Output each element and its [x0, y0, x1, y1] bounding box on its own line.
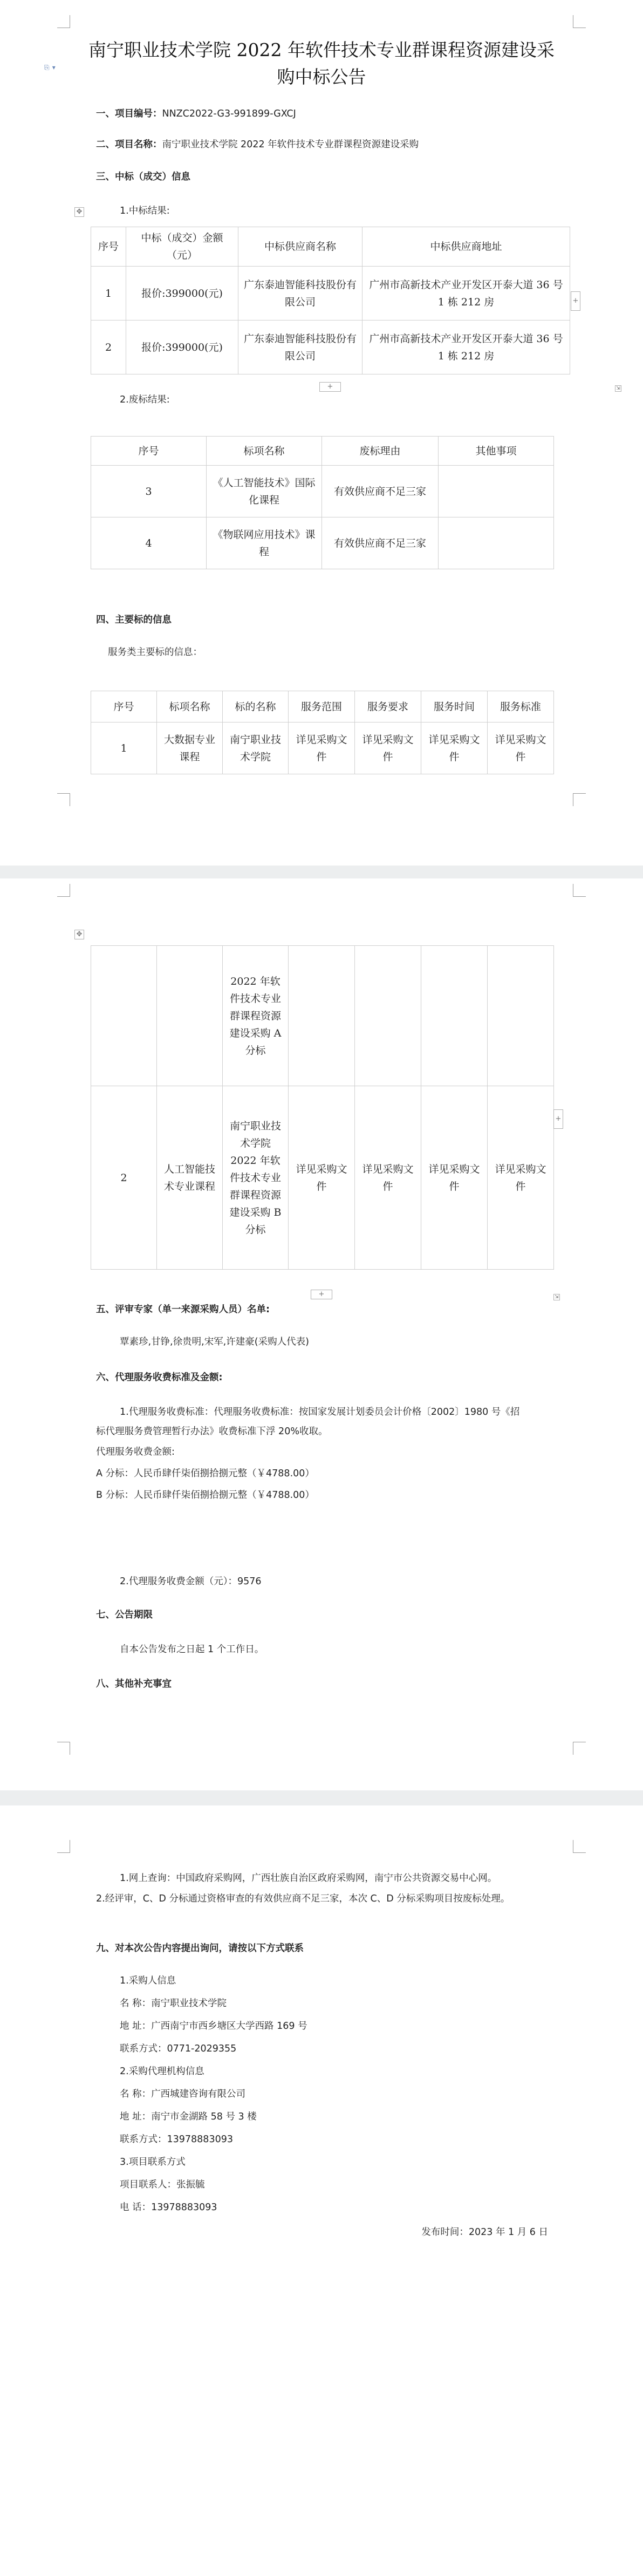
- online-query-text: 1.网上查询：中国政府采购网，广西壮族自治区政府采购网，南宁市公共资源交易中心网。: [120, 1873, 497, 1884]
- section-heading: 二、项目名称：: [96, 139, 162, 150]
- table-cell: 2022 年软件技术专业群课程资源建设采购 A 分标: [223, 946, 289, 1086]
- fee-total: 2.代理服务收费金额（元）：9576: [120, 1576, 262, 1587]
- experts-list: 覃素珍,甘铮,徐贵明,宋军,许建豪(采购人代表): [120, 1337, 309, 1347]
- page-crop-mark: [573, 1742, 586, 1755]
- table-cell: 大数据专业课程: [157, 723, 223, 774]
- table-cell: 《人工智能技术》国际化课程: [207, 466, 322, 517]
- navigation-pane-icon[interactable]: [44, 62, 63, 71]
- section-heading: 七、公告期限: [96, 1610, 153, 1620]
- subject-info-label: 服务类主要标的信息：: [108, 647, 202, 658]
- table-move-handle-icon[interactable]: ✥: [74, 207, 84, 217]
- purchaser-phone: 联系方式：0771-2029355: [120, 2043, 237, 2054]
- table-cell: 详见采购文件: [488, 1086, 554, 1270]
- table-header-row: [91, 227, 570, 267]
- table-header-row: [91, 691, 554, 723]
- abandoned-table: [91, 436, 554, 569]
- page-crop-mark: [57, 884, 70, 897]
- table-cell: 详见采购文件: [289, 723, 355, 774]
- abandoned-result-label: 2.废标结果:: [120, 394, 170, 405]
- page-crop-mark: [573, 15, 586, 28]
- table-header-cell: 服务时间: [421, 691, 488, 723]
- table-header-row: [91, 437, 554, 466]
- project-name: 南宁职业技术学院 2022 年软件技术专业群课程资源建设采购: [162, 139, 419, 150]
- table-row: [91, 1086, 554, 1270]
- purchaser-heading: 1.采购人信息: [120, 1975, 176, 1986]
- table-cell: 报价:399000(元): [126, 321, 238, 374]
- table-cell: 广州市高新技术产业开发区开泰大道 36 号 1 栋 212 房: [362, 321, 570, 374]
- table-header-cell: 标项名称: [157, 691, 223, 723]
- table-move-handle-icon[interactable]: ✥: [74, 930, 84, 939]
- purchaser-name: 名 称：南宁职业技术学院: [120, 1998, 227, 2009]
- fee-lot-b: B 分标：人民币肆仟柒佰捌拾捌元整（￥4788.00）: [96, 1490, 314, 1501]
- table-header-cell: 服务要求: [355, 691, 421, 723]
- table-cell: 详见采购文件: [421, 1086, 488, 1270]
- fee-lot-a: A 分标：人民币肆仟柒佰捌拾捌元整（￥4788.00）: [96, 1468, 314, 1479]
- document-page-1: [0, 0, 643, 866]
- table-resize-icon[interactable]: ⇲: [615, 385, 621, 392]
- contact-phone: 电 话：13978883093: [120, 2202, 217, 2213]
- table-header-cell: 标的名称: [223, 691, 289, 723]
- project-number: NNZC2022-G3-991899-GXCJ: [162, 108, 296, 119]
- section-heading: 四、主要标的信息: [96, 615, 172, 625]
- table-cell: 1: [91, 267, 126, 321]
- table-cell: 详见采购文件: [421, 723, 488, 774]
- table-cell: 2: [91, 1086, 157, 1270]
- agency-name: 名 称：广西城建咨询有限公司: [120, 2089, 246, 2100]
- page-crop-mark: [57, 793, 70, 806]
- table-cell: 广东泰迪智能科技股份有限公司: [238, 321, 362, 374]
- table-cell: 广州市高新技术产业开发区开泰大道 36 号 1 栋 212 房: [362, 267, 570, 321]
- agency-heading: 2.采购代理机构信息: [120, 2066, 204, 2077]
- subject-table: [91, 691, 554, 774]
- section-heading: 九、对本次公告内容提出询问，请按以下方式联系: [96, 1943, 304, 1954]
- add-column-icon[interactable]: +: [571, 291, 580, 311]
- table-row: [91, 946, 554, 1086]
- table-cell: 4: [91, 517, 207, 569]
- table-cell: 《物联网应用技术》课程: [207, 517, 322, 569]
- table-cell: 报价:399000(元): [126, 267, 238, 321]
- table-row: [91, 267, 570, 321]
- project-number-line: [96, 107, 296, 121]
- publish-date: 发布时间：2023 年 1 月 6 日: [421, 2227, 548, 2238]
- section-heading: 三、中标（成交）信息: [96, 172, 190, 182]
- table-row: [91, 321, 570, 374]
- table-header-cell: 其他事项: [439, 437, 554, 466]
- page-crop-mark: [573, 884, 586, 897]
- table-cell: 详见采购文件: [488, 723, 554, 774]
- table-cell: [439, 466, 554, 517]
- table-cell: 人工智能技术专业课程: [157, 1086, 223, 1270]
- table-cell: 3: [91, 466, 207, 517]
- table-header-cell: 序号: [91, 227, 126, 267]
- page-crop-mark: [57, 1840, 70, 1853]
- contact-heading: 3.项目联系方式: [120, 2157, 186, 2168]
- winners-table: [91, 227, 570, 374]
- document-page-3: [0, 1805, 643, 2576]
- table-header-cell: 中标供应商地址: [362, 227, 570, 267]
- add-row-icon[interactable]: +: [319, 382, 341, 392]
- fee-standard-text: 标代理服务费管理暂行办法》收费标准下浮 20%收取。: [96, 1426, 328, 1437]
- table-cell: 南宁职业技术学院 2022 年软件技术专业群课程资源建设采购 B 分标: [223, 1086, 289, 1270]
- project-name-line: [96, 138, 419, 152]
- document-icon: ⎘: [44, 64, 50, 71]
- fee-amount-label: 代理服务收费金额:: [96, 1447, 175, 1457]
- fee-standard-text: 1.代理服务收费标准：代理服务收费标准：按国家发展计划委员会计价格〔2002〕1980 号《招: [120, 1407, 520, 1418]
- table-cell: 详见采购文件: [355, 723, 421, 774]
- table-cell: [439, 517, 554, 569]
- table-row: [91, 723, 554, 774]
- table-cell: 有效供应商不足三家: [322, 466, 439, 517]
- notice-period: 自本公告发布之日起 1 个工作日。: [120, 1644, 264, 1655]
- winner-result-label: 1.中标结果:: [120, 206, 170, 216]
- review-result-text: 2.经评审，C、D 分标通过资格审查的有效供应商不足三家，本次 C、D 分标采购项目按废标处理。: [96, 1893, 510, 1904]
- table-header-cell: 中标供应商名称: [238, 227, 362, 267]
- section-heading: 五、评审专家（单一来源采购人员）名单:: [96, 1304, 270, 1315]
- page-crop-mark: [57, 1742, 70, 1755]
- table-header-cell: 标项名称: [207, 437, 322, 466]
- table-header-cell: 废标理由: [322, 437, 439, 466]
- table-header-cell: 序号: [91, 691, 157, 723]
- document-page-2: [0, 878, 643, 1790]
- page-crop-mark: [57, 15, 70, 28]
- section-heading: 六、代理服务收费标准及金额:: [96, 1372, 223, 1383]
- section-heading: 八、其他补充事宜: [96, 1679, 172, 1689]
- table-row: [91, 466, 554, 517]
- table-cell: 有效供应商不足三家: [322, 517, 439, 569]
- table-resize-icon[interactable]: ⇲: [553, 1294, 560, 1300]
- agency-address: 地 址：南宁市金湖路 58 号 3 楼: [120, 2111, 257, 2122]
- table-header-cell: 中标（成交）金额（元）: [126, 227, 238, 267]
- table-row: [91, 517, 554, 569]
- chevron-down-icon: ▾: [52, 64, 56, 71]
- table-header-cell: 服务标准: [488, 691, 554, 723]
- subject-table-continued: [91, 945, 554, 1270]
- table-cell: 2: [91, 321, 126, 374]
- add-row-icon[interactable]: +: [311, 1290, 332, 1299]
- table-header-cell: 序号: [91, 437, 207, 466]
- page-crop-mark: [573, 1840, 586, 1853]
- page-crop-mark: [573, 793, 586, 806]
- purchaser-address: 地 址：广西南宁市西乡塘区大学西路 169 号: [120, 2021, 307, 2032]
- add-column-icon[interactable]: +: [553, 1109, 563, 1129]
- section-heading: 一、项目编号：: [96, 108, 162, 119]
- table-header-cell: 服务范围: [289, 691, 355, 723]
- document-title: 南宁职业技术学院 2022 年软件技术专业群课程资源建设采购中标公告: [88, 39, 555, 87]
- table-cell: 1: [91, 723, 157, 774]
- agency-phone: 联系方式：13978883093: [120, 2134, 233, 2145]
- contact-person: 项目联系人：张振毓: [120, 2179, 205, 2190]
- table-cell: 详见采购文件: [289, 1086, 355, 1270]
- table-cell: 详见采购文件: [355, 1086, 421, 1270]
- table-cell: 南宁职业技术学院: [223, 723, 289, 774]
- table-cell: 广东泰迪智能科技股份有限公司: [238, 267, 362, 321]
